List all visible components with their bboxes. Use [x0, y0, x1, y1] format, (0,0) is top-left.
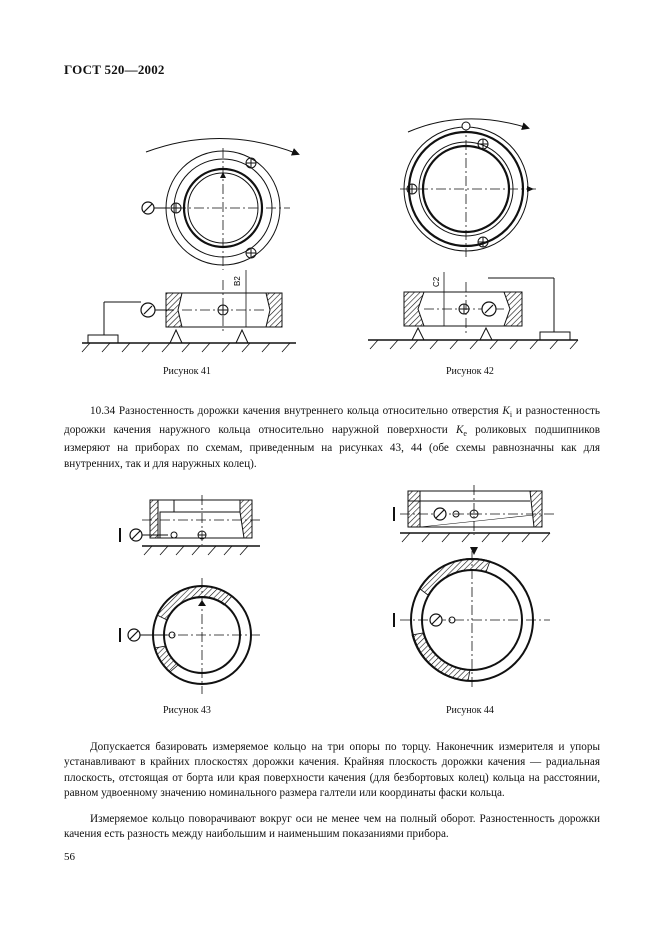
dim-c2-label: C2: [432, 276, 441, 287]
figure-42-caption: Рисунок 42: [446, 366, 494, 377]
figure-42-drawing: [368, 112, 583, 357]
p1034-text-a: 10.34 Разностенность дорожки качения внутреннего кольца относительно отверстия: [90, 405, 503, 417]
paragraph-3-text: Измеряемое кольцо поворачивают вокруг оси не менее чем на полный оборот. Разностенность дорожки качения есть разность между наибольшим и наименьшим показаниями прибора.: [64, 813, 600, 841]
p1034-text-c: роликовых подшипников измеряют на приборах по схемам, приведенным на рисунках 43, 44 (обе схемы равнозначны как для внутренних, так и для наружных колец).: [64, 423, 600, 470]
paragraph-3: [64, 812, 600, 843]
figure-44-drawing: [390, 485, 560, 695]
figure-43-caption: Рисунок 43: [163, 705, 211, 716]
paragraph-2-text: Допускается базировать измеряемое кольцо на три опоры по торцу. Наконечник измерителя и упоры устанавливают в крайних плоскостях дорожки качения. Крайняя плоскость дорожки качения — радиальная плоскость, отстоящая от борта или края поверхности качения (для безбортовых колец) кольца на расстоянии, равном удвоенному значению номинального размера галтели или координаты фаски кольца.: [64, 741, 600, 800]
paragraph-2: [64, 740, 600, 802]
document-header: ГОСТ 520—2002: [64, 62, 165, 77]
figure-41-caption: Рисунок 41: [163, 366, 211, 377]
figure-44-caption: Рисунок 44: [446, 705, 494, 716]
paragraph-10-34: [64, 404, 600, 472]
figure-41-drawing: [70, 130, 310, 355]
p1034-text-b: и разностенность дорожки качения наружного кольца относительно наружной поверхности: [64, 405, 600, 436]
var-ki: K: [502, 405, 510, 417]
var-ke: K: [455, 423, 464, 436]
page-number: 56: [64, 851, 75, 863]
dim-b2-label: B2: [233, 276, 242, 286]
figure-43-drawing: [112, 490, 267, 700]
sub-e: e: [463, 428, 467, 438]
sub-i: i: [509, 410, 513, 420]
